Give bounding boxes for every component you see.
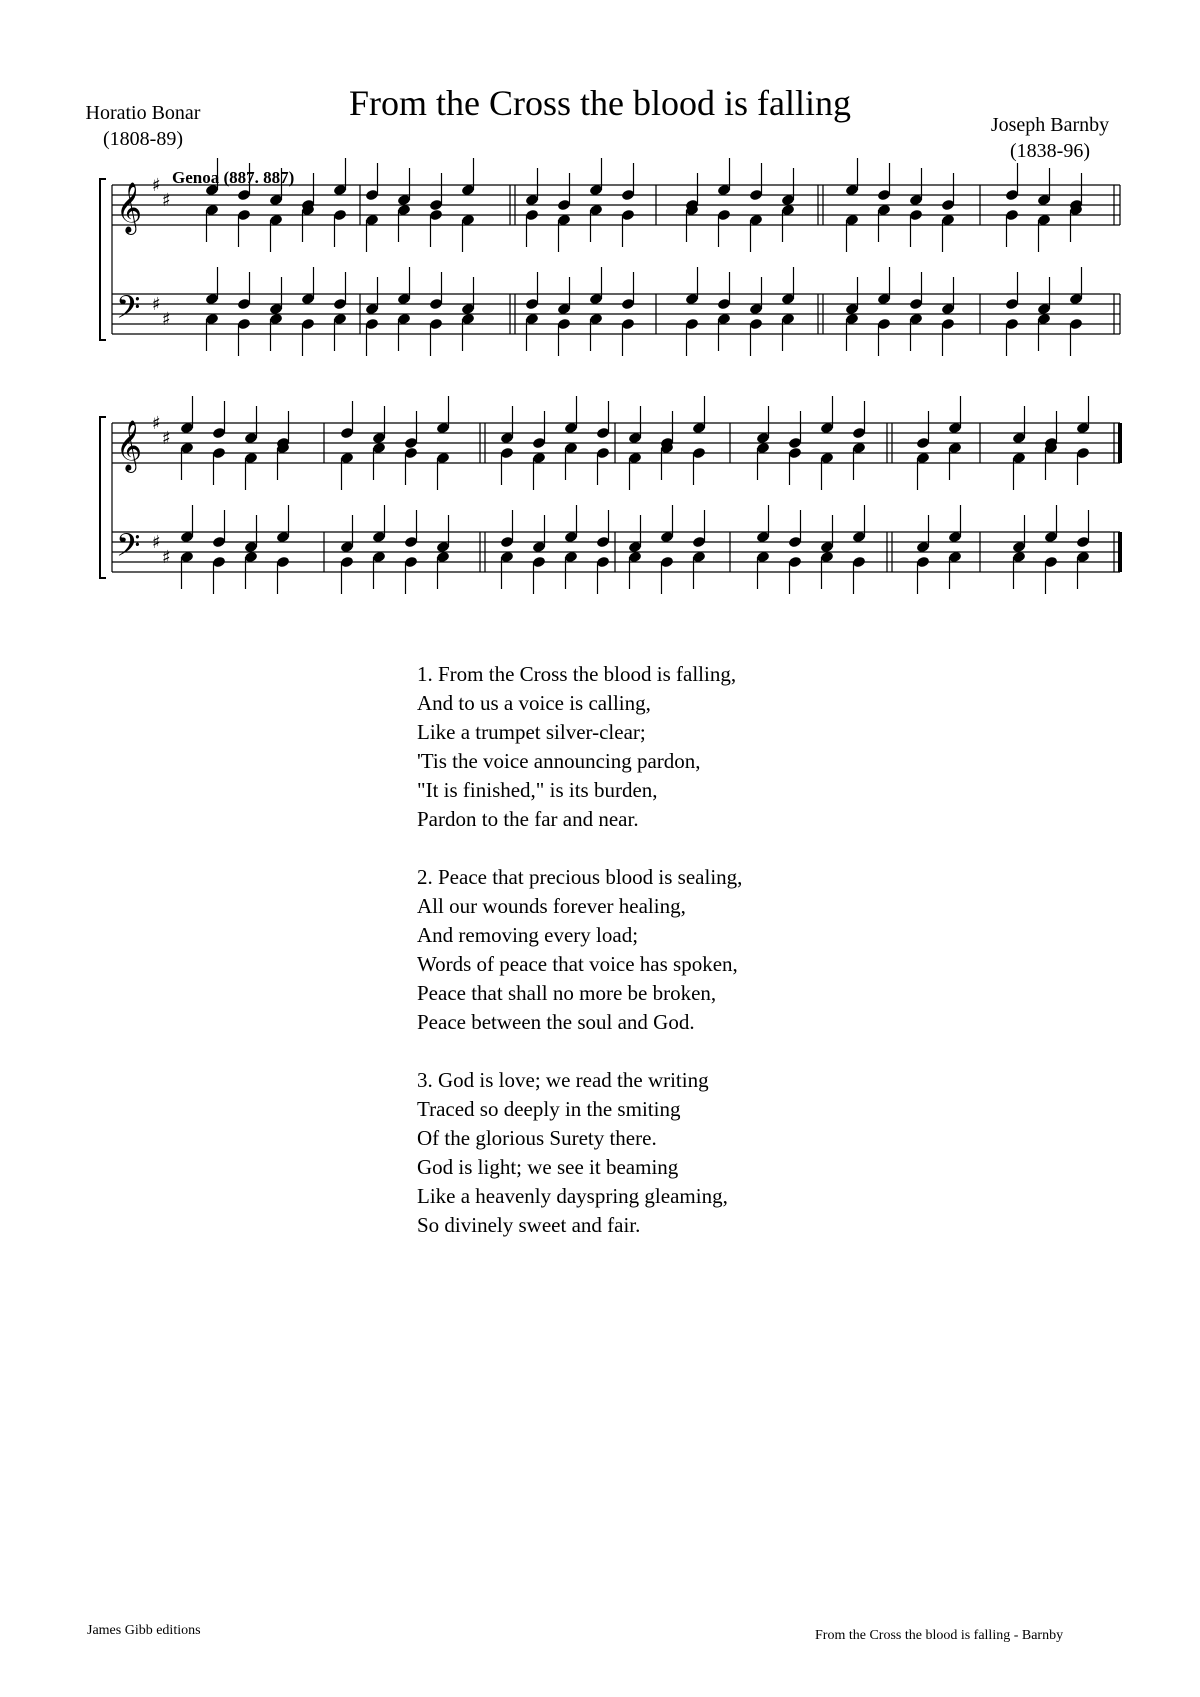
composer-name: Joseph Barnby bbox=[990, 114, 1110, 136]
verse-line: Peace that shall no more be broken, bbox=[417, 981, 717, 1005]
sharp-icon: ♯ bbox=[162, 309, 171, 330]
sharp-icon: ♯ bbox=[162, 428, 171, 449]
verse-line: Pardon to the far and near. bbox=[417, 807, 639, 831]
footer-publisher: James Gibb editions bbox=[87, 1623, 201, 1638]
sharp-icon: ♯ bbox=[162, 190, 171, 211]
bass-clef-icon: 𝄢 bbox=[116, 527, 141, 571]
verse-line: 1. From the Cross the blood is falling, bbox=[417, 662, 737, 686]
verses bbox=[417, 660, 742, 1269]
verse-2 bbox=[417, 863, 742, 1037]
verse-line: Like a trumpet silver-clear; bbox=[417, 720, 646, 744]
treble-clef-icon: 𝄞 bbox=[116, 420, 143, 471]
verse-line: 'Tis the voice announcing pardon, bbox=[417, 749, 701, 773]
sharp-icon: ♯ bbox=[162, 547, 171, 568]
author-dates: (1808-89) bbox=[103, 128, 183, 150]
sharp-icon: ♯ bbox=[152, 175, 161, 196]
sharp-icon: ♯ bbox=[152, 413, 161, 434]
verse-line: Of the glorious Surety there. bbox=[417, 1126, 657, 1150]
verse-line: 3. God is love; we read the writing bbox=[417, 1068, 709, 1092]
verse-line: And removing every load; bbox=[417, 923, 639, 947]
treble-clef-icon: 𝄞 bbox=[116, 182, 143, 233]
verse-line: Traced so deeply in the smiting bbox=[417, 1097, 681, 1121]
verse-line: All our wounds forever healing, bbox=[417, 894, 686, 918]
verse-line: And to us a voice is calling, bbox=[417, 691, 651, 715]
verse-line: Peace between the soul and God. bbox=[417, 1010, 695, 1034]
music-score bbox=[0, 0, 1200, 640]
verse-1 bbox=[417, 660, 742, 834]
sharp-icon: ♯ bbox=[152, 532, 161, 553]
footer-page-title: From the Cross the blood is falling - Barnby bbox=[815, 1628, 1064, 1643]
system-bracket bbox=[100, 417, 106, 578]
bass-clef-icon: 𝄢 bbox=[116, 289, 141, 333]
sharp-icon: ♯ bbox=[152, 294, 161, 315]
composer-dates: (1838-96) bbox=[1010, 140, 1090, 162]
verse-line: So divinely sweet and fair. bbox=[417, 1213, 641, 1237]
verse-line: "It is finished," is its burden, bbox=[417, 778, 658, 802]
system-bracket bbox=[100, 179, 106, 340]
tune-name: Genoa (887. 887) bbox=[172, 168, 295, 187]
verse-line: Words of peace that voice has spoken, bbox=[417, 952, 738, 976]
verse-line: God is light; we see it beaming bbox=[417, 1155, 679, 1179]
verse-3 bbox=[417, 1066, 742, 1240]
author-name: Horatio Bonar bbox=[85, 102, 201, 124]
hymn-title: From the Cross the blood is falling bbox=[349, 83, 851, 123]
verse-line: 2. Peace that precious blood is sealing, bbox=[417, 865, 743, 889]
verse-line: Like a heavenly dayspring gleaming, bbox=[417, 1184, 728, 1208]
